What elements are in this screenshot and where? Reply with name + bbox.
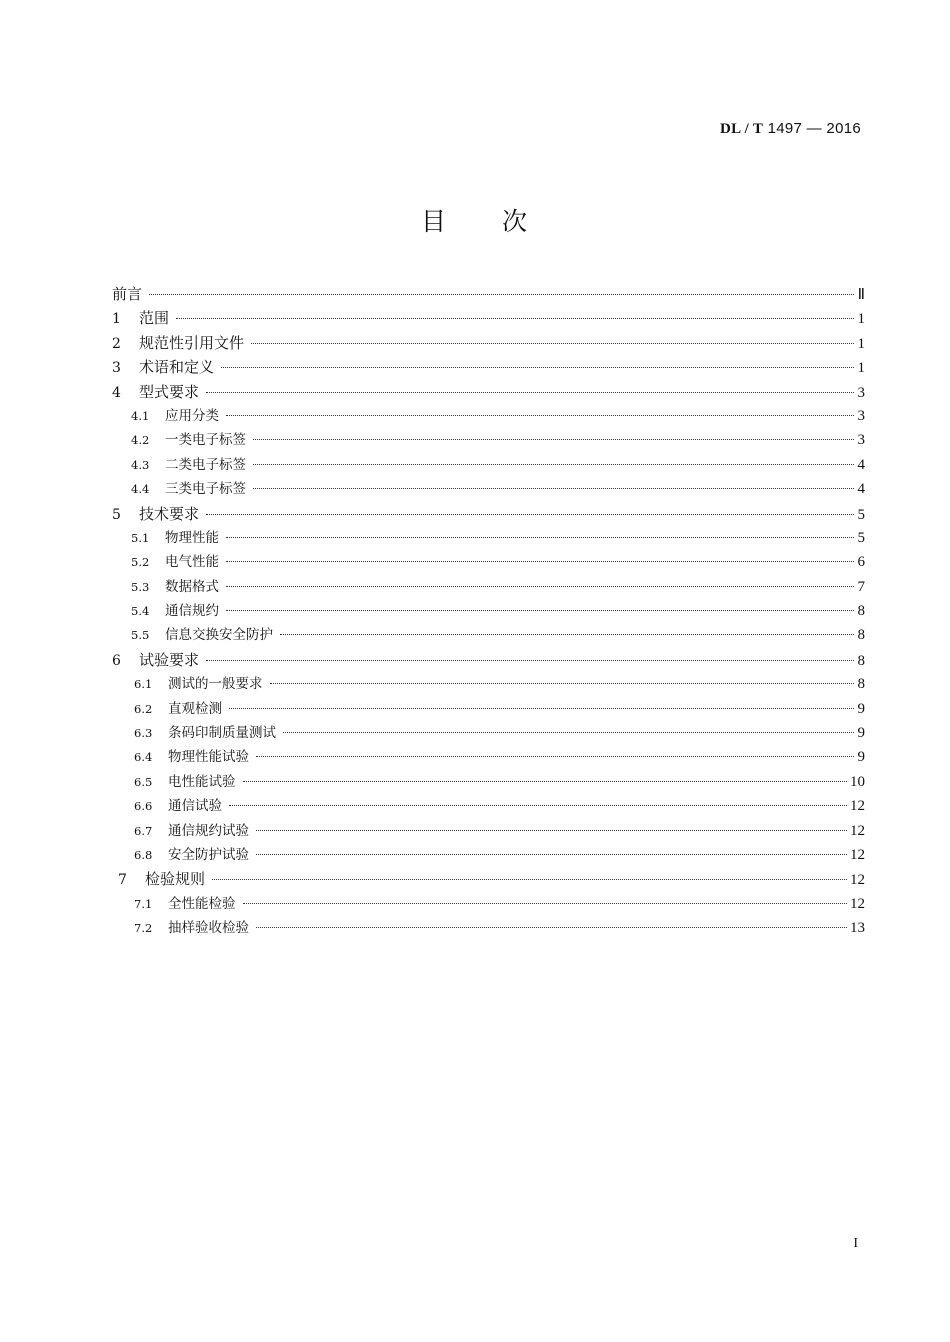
toc-entry-number: 2: [112, 335, 121, 352]
toc-entry-number: 6.8: [134, 847, 153, 862]
toc-entry[interactable]: [112, 770, 865, 794]
toc-leader-dots: [229, 707, 854, 709]
toc-entry[interactable]: [112, 916, 865, 940]
toc-entry-page: 7: [857, 578, 865, 595]
toc-entry-label: 数据格式: [165, 578, 219, 595]
toc-entry-number: 7.2: [134, 921, 153, 936]
toc-entry-page: 8: [857, 676, 865, 693]
toc-entry[interactable]: [112, 819, 865, 843]
toc-leader-dots: [221, 366, 854, 368]
toc-entry-label: 二类电子标签: [165, 456, 246, 473]
toc-entry-number: 4.2: [131, 433, 150, 448]
toc-entry-number: 4.3: [131, 457, 150, 472]
toc-leader-dots: [226, 560, 854, 562]
toc-entry-number: 4.4: [131, 482, 150, 497]
toc-entry-label: 电气性能: [165, 554, 219, 571]
toc-leader-dots: [226, 609, 854, 611]
toc-entry[interactable]: [112, 867, 865, 891]
toc-entry-label: 术语和定义: [139, 358, 215, 377]
title-char-1: 目: [420, 207, 448, 236]
toc-entry-label: 物理性能试验: [168, 749, 249, 766]
toc-entry-number: 6.7: [134, 823, 153, 838]
toc-entry-number: 6.5: [134, 774, 153, 789]
standard-code: [720, 120, 861, 138]
toc-leader-dots: [206, 659, 854, 661]
toc-entry-page: 6: [857, 554, 865, 571]
toc-leader-dots: [206, 391, 854, 393]
toc-entry[interactable]: [112, 306, 865, 330]
toc-entry-number: 5.2: [131, 555, 150, 570]
toc-entry-number: 6.6: [134, 799, 153, 814]
table-of-contents: [112, 282, 865, 941]
toc-entry-number: 7: [118, 872, 127, 889]
toc-entry-page: 8: [857, 627, 865, 644]
toc-entry[interactable]: [112, 697, 865, 721]
toc-leader-dots: [243, 780, 848, 782]
toc-leader-dots: [256, 853, 847, 855]
toc-entry[interactable]: [112, 672, 865, 696]
toc-entry-page: 5: [857, 506, 865, 523]
toc-entry-label: 规范性引用文件: [139, 333, 245, 352]
toc-entry-page: 4: [857, 456, 865, 473]
toc-leader-dots: [243, 902, 848, 904]
toc-entry[interactable]: [112, 721, 865, 745]
toc-leader-dots: [256, 829, 847, 831]
toc-entry-number: 3: [112, 360, 121, 377]
toc-entry-label: 通信规约: [165, 603, 219, 620]
toc-entry[interactable]: [112, 575, 865, 599]
toc-entry-number: 5.5: [131, 628, 150, 643]
toc-entry-page: 9: [857, 749, 865, 766]
toc-entry-number: 6.3: [134, 726, 153, 741]
toc-entry-label: 一类电子标签: [165, 432, 246, 449]
toc-entry-page: 1: [857, 360, 865, 377]
toc-entry-label: 抽样验收检验: [168, 920, 249, 937]
page-title: [0, 202, 950, 238]
toc-leader-dots: [256, 755, 854, 757]
toc-entry-number: 4: [112, 384, 121, 401]
toc-leader-dots: [253, 438, 854, 440]
toc-entry-label: 应用分类: [165, 407, 219, 424]
toc-entry-number: 7.1: [134, 896, 153, 911]
toc-leader-dots: [270, 682, 855, 684]
toc-entry[interactable]: [112, 599, 865, 623]
toc-entry-page: 1: [857, 311, 865, 328]
toc-entry-label: 范围: [139, 309, 170, 328]
toc-entry-page: 12: [850, 798, 865, 815]
toc-leader-dots: [253, 463, 854, 465]
toc-entry-number: 6.2: [134, 701, 153, 716]
toc-entry-label: 前言: [112, 285, 143, 303]
toc-entry-number: 6.4: [134, 750, 153, 765]
toc-entry[interactable]: [112, 477, 865, 501]
toc-entry[interactable]: [112, 282, 865, 306]
toc-entry-page: 9: [857, 700, 865, 717]
toc-entry[interactable]: [112, 794, 865, 818]
toc-entry-label: 通信规约试验: [168, 822, 249, 839]
toc-entry-page: 3: [857, 432, 865, 449]
toc-entry-label: 测试的一般要求: [168, 676, 263, 693]
toc-entry-label: 条码印制质量测试: [168, 725, 276, 742]
toc-entry[interactable]: [112, 745, 865, 769]
toc-leader-dots: [226, 585, 854, 587]
toc-leader-dots: [206, 513, 854, 515]
toc-leader-dots: [212, 878, 847, 880]
toc-entry-number: 1: [112, 311, 121, 328]
toc-entry[interactable]: [112, 648, 865, 672]
toc-entry-label: 安全防护试验: [168, 846, 249, 863]
toc-entry-number: 4.1: [131, 408, 150, 423]
toc-leader-dots: [280, 633, 854, 635]
toc-entry-label: 物理性能: [165, 529, 219, 546]
toc-entry-number: 5.3: [131, 579, 150, 594]
toc-entry-page: 5: [857, 529, 865, 546]
toc-leader-dots: [253, 487, 854, 489]
toc-leader-dots: [176, 317, 854, 319]
toc-entry[interactable]: [112, 380, 865, 404]
toc-entry-label: 电性能试验: [168, 773, 236, 790]
standard-prefix: DL / T: [719, 121, 764, 137]
toc-entry[interactable]: [112, 526, 865, 550]
toc-leader-dots: [226, 414, 854, 416]
toc-entry-label: 三类电子标签: [165, 481, 246, 498]
toc-entry-number: 5.1: [131, 530, 150, 545]
toc-leader-dots: [251, 342, 854, 344]
toc-entry-page: 10: [850, 773, 865, 790]
toc-entry-page: 13: [850, 920, 865, 937]
toc-entry-number: 5: [112, 506, 121, 523]
toc-entry-page: 3: [857, 384, 865, 401]
toc-entry-number: 5.4: [131, 604, 150, 619]
toc-entry[interactable]: [112, 892, 865, 916]
toc-entry[interactable]: [112, 843, 865, 867]
toc-entry[interactable]: [112, 428, 865, 452]
toc-entry-page: 1: [857, 335, 865, 352]
toc-entry-page: 8: [857, 603, 865, 620]
toc-leader-dots: [256, 926, 847, 928]
toc-entry-page: Ⅱ: [857, 287, 865, 303]
toc-entry-page: 4: [857, 481, 865, 498]
toc-entry[interactable]: [112, 623, 865, 647]
toc-entry-number: 6.1: [134, 677, 153, 692]
toc-entry[interactable]: [112, 404, 865, 428]
toc-leader-dots: [149, 293, 854, 295]
toc-entry-page: 12: [850, 872, 865, 889]
toc-entry[interactable]: [112, 502, 865, 526]
toc-entry-label: 试验要求: [139, 650, 200, 669]
toc-entry-page: 12: [850, 895, 865, 912]
toc-entry[interactable]: [112, 331, 865, 355]
toc-entry-page: 8: [857, 652, 865, 669]
page-number: I: [853, 1236, 858, 1251]
title-char-2: 次: [502, 207, 530, 236]
toc-leader-dots: [283, 731, 854, 733]
toc-entry[interactable]: [112, 550, 865, 574]
toc-entry-page: 3: [857, 407, 865, 424]
toc-entry[interactable]: [112, 355, 865, 379]
toc-entry-page: 9: [857, 725, 865, 742]
toc-entry-page: 12: [850, 846, 865, 863]
toc-entry-number: 6: [112, 652, 121, 669]
toc-entry-page: 12: [850, 822, 865, 839]
toc-entry-label: 通信试验: [168, 798, 222, 815]
toc-entry-label: 直观检测: [168, 700, 222, 717]
standard-number: 1497 — 2016: [767, 120, 861, 137]
toc-entry[interactable]: [112, 453, 865, 477]
toc-leader-dots: [226, 536, 854, 538]
toc-entry-label: 技术要求: [139, 504, 200, 523]
toc-leader-dots: [229, 804, 847, 806]
toc-entry-label: 全性能检验: [168, 895, 236, 912]
toc-entry-label: 型式要求: [139, 382, 200, 401]
toc-entry-label: 信息交换安全防护: [165, 627, 273, 644]
toc-entry-label: 检验规则: [145, 870, 206, 889]
